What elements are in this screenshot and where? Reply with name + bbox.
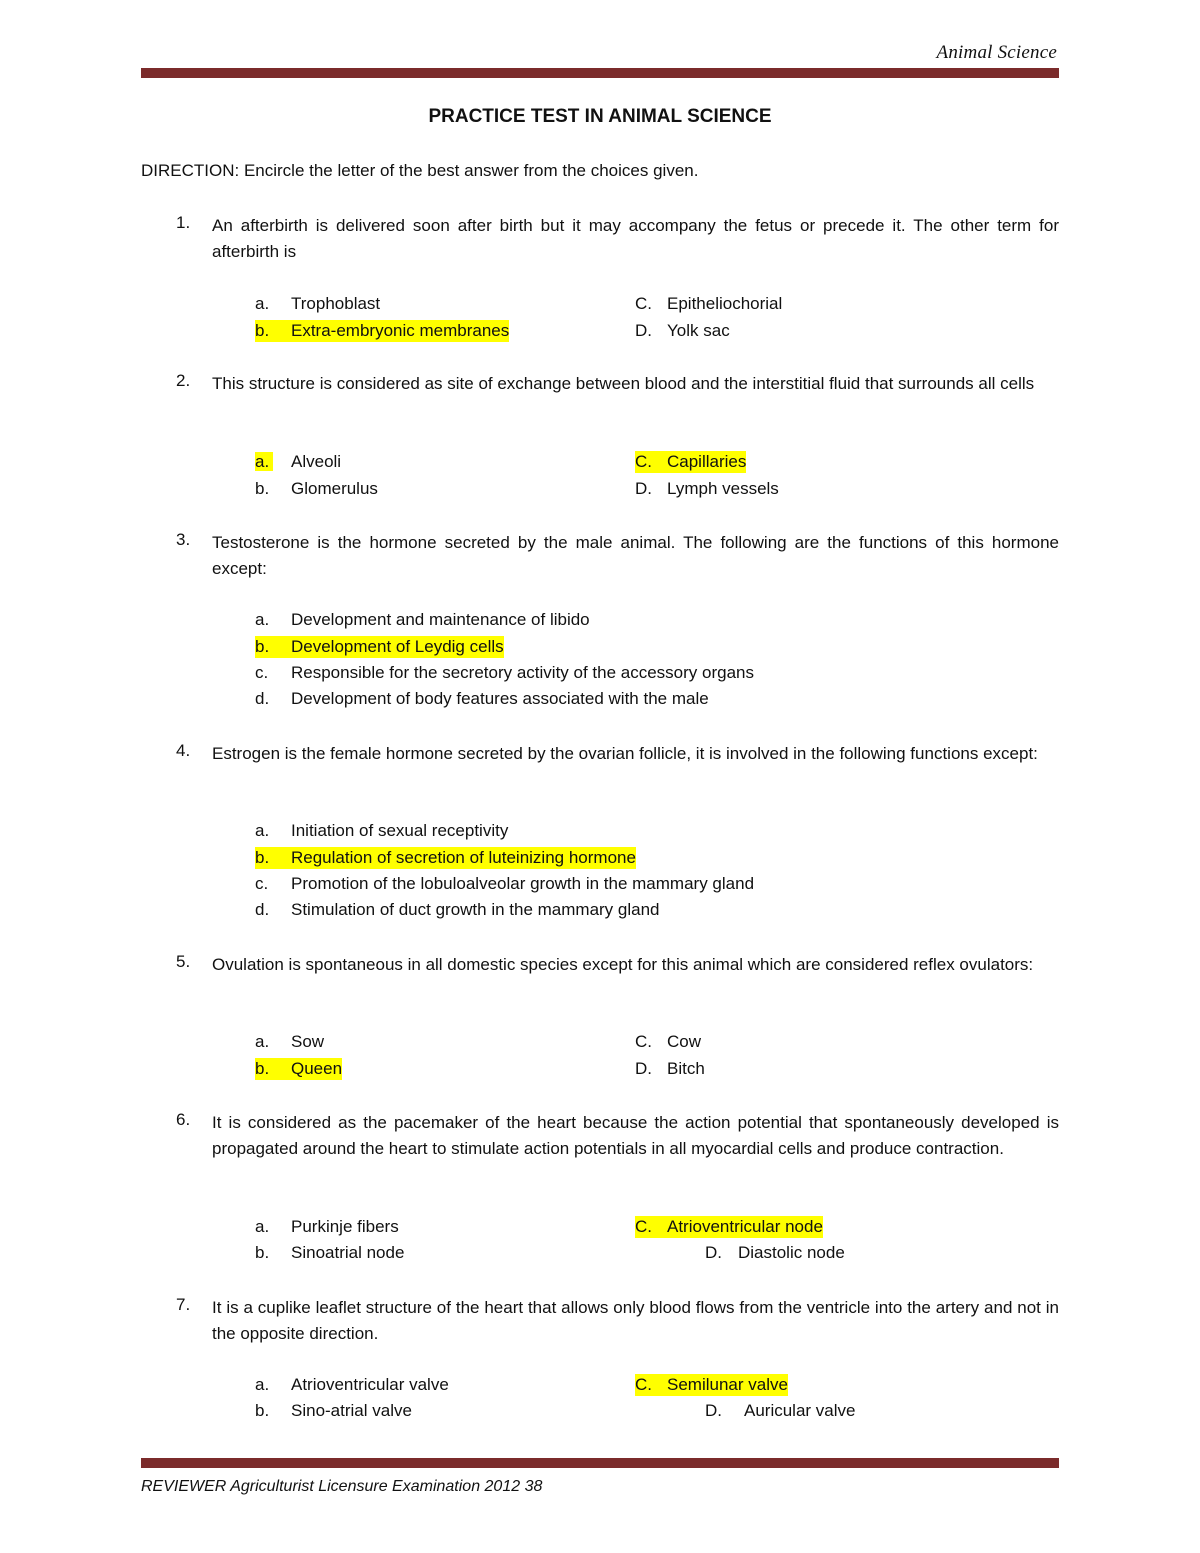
option-letter: a. [255,1375,270,1394]
option-letter: b. [255,321,270,340]
option-text: Auricular valve [744,1401,856,1420]
option-text: Alveoli [291,452,342,471]
question-number: 2. [176,371,191,390]
option-d[interactable] [635,478,779,500]
option-letter: a. [255,610,270,629]
option-letter: b. [255,848,270,867]
option-d[interactable] [705,1400,856,1422]
option-text: Sino-atrial valve [291,1401,412,1420]
option-text: Capillaries [667,452,747,471]
option-text: Sow [291,1032,325,1051]
option-b[interactable] [255,1242,404,1264]
question-number: 1. [176,213,191,232]
option-letter: d. [255,900,270,919]
option-letter: b. [255,1059,270,1078]
option-c[interactable] [255,873,754,895]
question-text: Estrogen is the female hormone secreted by the ovarian follicle, it is involved in the following functions except: [212,744,1038,763]
option-letter: a. [255,1032,270,1051]
option-c[interactable] [635,1374,788,1396]
option-text: Queen [291,1059,343,1078]
option-letter: a. [255,1217,270,1236]
option-letter: C. [635,1375,652,1394]
option-b[interactable] [255,320,509,342]
option-d[interactable] [705,1242,845,1264]
option-b[interactable] [255,1400,412,1422]
option-letter: d. [255,689,270,708]
option-text: Glomerulus [291,479,378,498]
option-letter: a. [255,821,270,840]
option-letter: D. [705,1243,722,1262]
question-text: It is a cuplike leaflet structure of the heart that allows only blood flows from the ventricle into the artery and not in the opposite direction. [212,1298,1059,1343]
option-text: Purkinje fibers [291,1217,399,1236]
option-d[interactable] [255,899,660,921]
header-rule [141,68,1059,78]
option-letter: b. [255,479,270,498]
question-number: 4. [176,741,191,760]
option-b[interactable] [255,636,504,658]
option-text: Bitch [667,1059,705,1078]
option-b[interactable] [255,847,636,869]
option-d[interactable] [635,1058,705,1080]
option-text: Semilunar valve [667,1375,788,1394]
option-letter: D. [635,1059,652,1078]
option-c[interactable] [635,293,782,315]
option-letter: D. [635,479,652,498]
option-text: Sinoatrial node [291,1243,405,1262]
option-text: Regulation of secretion of luteinizing hormone [291,848,636,867]
option-a[interactable] [255,1031,324,1053]
option-a[interactable] [255,820,508,842]
option-a[interactable] [255,1374,449,1396]
option-letter: C. [635,294,652,313]
option-a[interactable] [255,293,380,315]
option-letter: a. [255,451,291,473]
option-c[interactable] [255,662,754,684]
header-title: Animal Science [936,42,1057,63]
option-letter: C. [635,452,652,471]
option-letter: D. [705,1401,722,1420]
question-number: 5. [176,952,191,971]
question-text: This structure is considered as site of exchange between blood and the interstitial fluid that surrounds all cells [212,374,1035,393]
option-a[interactable] [255,1216,399,1238]
option-letter: c. [255,663,269,682]
option-text: Atrioventricular valve [291,1375,449,1394]
option-c[interactable] [635,1216,823,1238]
option-letter: b. [255,1401,270,1420]
question-text: Ovulation is spontaneous in all domestic species except for this animal which are considered reflex ovulators: [212,955,1034,974]
question-number: 6. [176,1110,191,1129]
option-letter: C. [635,1032,652,1051]
option-d[interactable] [635,320,730,342]
option-letter: b. [255,637,270,656]
option-text: Development of Leydig cells [291,637,504,656]
option-text: Responsible for the secretory activity of the accessory organs [291,663,754,682]
question-number: 3. [176,530,191,549]
option-d[interactable] [255,688,709,710]
option-a[interactable] [255,609,590,631]
option-letter: C. [635,1217,652,1236]
option-letter: D. [635,321,652,340]
option-text: Trophoblast [291,294,381,313]
option-text: Lymph vessels [667,479,779,498]
option-b[interactable] [255,478,378,500]
option-letter: b. [255,1243,270,1262]
document-title: PRACTICE TEST IN ANIMAL SCIENCE [428,106,772,127]
option-b[interactable] [255,1058,342,1080]
option-c[interactable] [635,1031,701,1053]
option-text: Extra-embryonic membranes [291,321,510,340]
option-c[interactable] [635,451,746,473]
option-letter: c. [255,874,269,893]
option-text: Development of body features associated with the male [291,689,709,708]
option-text: Epitheliochorial [667,294,783,313]
option-text: Initiation of sexual receptivity [291,821,509,840]
option-text: Yolk sac [667,321,730,340]
option-text: Stimulation of duct growth in the mammary gland [291,900,660,919]
option-text: Atrioventricular node [667,1217,823,1236]
option-letter: a. [255,294,270,313]
direction-text: DIRECTION: Encircle the letter of the best answer from the choices given. [141,161,699,180]
option-text: Cow [667,1032,702,1051]
footer-text: REVIEWER Agriculturist Licensure Examination 2012 38 [141,1478,543,1495]
question-text: Testosterone is the hormone secreted by the male animal. The following are the functions of this hormone except: [212,533,1059,578]
question-number: 7. [176,1295,191,1314]
option-a[interactable] [255,451,341,473]
option-text: Promotion of the lobuloalveolar growth in the mammary gland [291,874,755,893]
option-text: Diastolic node [738,1243,845,1262]
question-text: An afterbirth is delivered soon after birth but it may accompany the fetus or precede it. The other term for afterbirth is [212,216,1059,261]
footer-rule [141,1458,1059,1468]
question-text: It is considered as the pacemaker of the heart because the action potential that spontaneously developed is propagated around the heart to stimulate action potentials in all myocardial cells and produce contraction. [212,1113,1059,1158]
option-text: Development and maintenance of libido [291,610,590,629]
